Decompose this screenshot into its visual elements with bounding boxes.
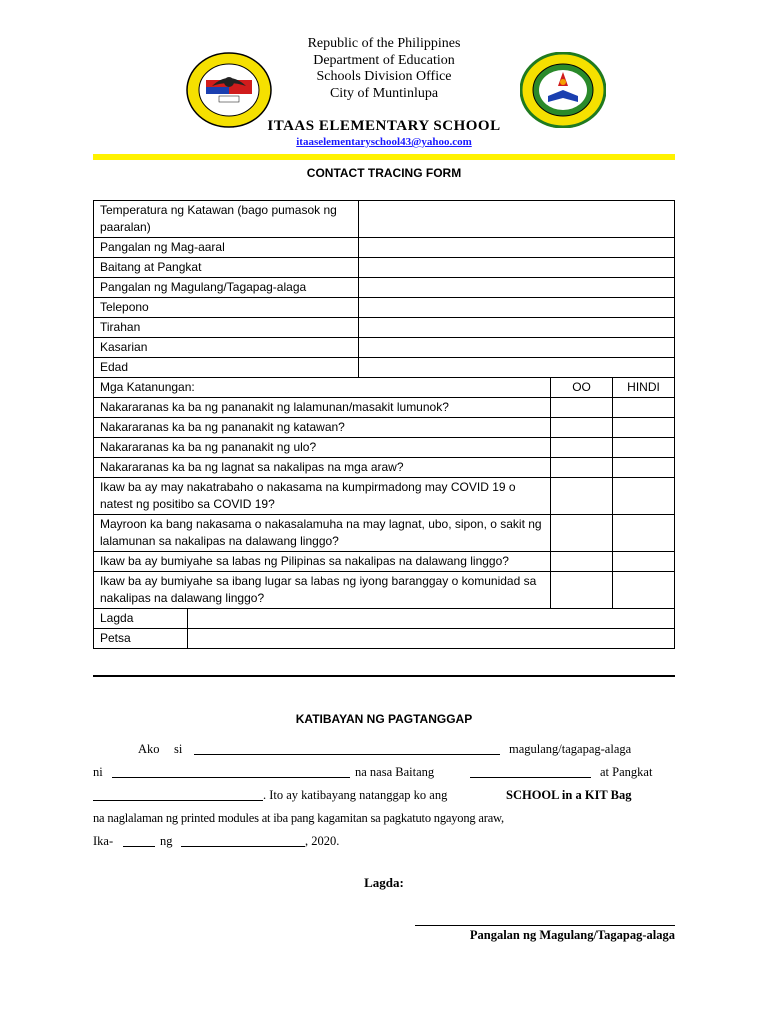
- ack-text: ng: [160, 834, 173, 848]
- yes-answer-cell[interactable]: [551, 418, 613, 438]
- ack-text: na nasa Baitang: [355, 765, 435, 779]
- info-label: Edad: [94, 358, 359, 378]
- no-answer-cell[interactable]: [613, 552, 675, 572]
- ack-text: Ako: [138, 742, 160, 756]
- question-text: Nakararanas ka ba ng pananakit ng ulo?: [94, 438, 551, 458]
- header-divider-bar: [93, 154, 675, 160]
- signature-label: Lagda: [94, 609, 188, 629]
- ack-text: at Pangkat: [600, 765, 653, 779]
- info-value-field[interactable]: [358, 338, 674, 358]
- no-answer-cell[interactable]: [613, 398, 675, 418]
- table-row: [94, 238, 675, 258]
- table-row: [94, 572, 675, 609]
- yes-answer-cell[interactable]: [551, 458, 613, 478]
- table-row: [94, 438, 675, 458]
- signature-caption: Lagda:: [364, 875, 404, 890]
- government-header: [0, 36, 768, 102]
- no-answer-cell[interactable]: [613, 458, 675, 478]
- question-text: Nakararanas ka ba ng pananakit ng lalamunan/masakit lumunok?: [94, 398, 551, 418]
- table-row: [94, 458, 675, 478]
- yes-answer-cell[interactable]: [551, 572, 613, 609]
- table-row: [94, 515, 675, 552]
- question-text: Ikaw ba ay bumiyahe sa ibang lugar sa labas ng iyong baranggay o komunidad sa nakalipas na dalawang linggo?: [94, 572, 551, 609]
- school-name: ITAAS ELEMENTARY SCHOOL: [267, 118, 501, 134]
- questions-header: Mga Katanungan:: [94, 378, 551, 398]
- ack-text: na naglalaman ng printed modules at iba pang kagamitan sa pagkatuto ngayong araw,: [93, 811, 504, 825]
- date-field[interactable]: [187, 629, 674, 649]
- form-title: CONTACT TRACING FORM: [306, 166, 462, 180]
- grade-blank[interactable]: [470, 765, 591, 782]
- ack-text: . Ito ay katibayang natanggap ko ang: [263, 788, 448, 802]
- header-line-division: Schools Division Office: [316, 69, 452, 84]
- header-line-department: Department of Education: [313, 52, 455, 68]
- date-label: Petsa: [94, 629, 188, 649]
- ack-line-3: [93, 788, 675, 808]
- info-label: Telepono: [94, 298, 359, 318]
- yes-answer-cell[interactable]: [551, 438, 613, 458]
- info-label: Tirahan: [94, 318, 359, 338]
- info-value-field[interactable]: [358, 258, 674, 278]
- ack-text: Ika-: [93, 834, 114, 848]
- table-row: [94, 378, 675, 398]
- signature-field[interactable]: [187, 609, 674, 629]
- info-value-field[interactable]: [358, 298, 674, 318]
- no-answer-cell[interactable]: [613, 418, 675, 438]
- yes-answer-cell[interactable]: [551, 515, 613, 552]
- question-text: Nakararanas ka ba ng pananakit ng katawan?: [94, 418, 551, 438]
- ack-line-1: [93, 742, 675, 762]
- info-label: Baitang at Pangkat: [94, 258, 359, 278]
- ack-text: magulang/tagapag-alaga: [509, 742, 632, 756]
- contact-tracing-table: [93, 200, 675, 649]
- ack-line-5: [93, 834, 675, 854]
- no-answer-cell[interactable]: [613, 438, 675, 458]
- table-row: [94, 398, 675, 418]
- table-row: [94, 258, 675, 278]
- table-row: [94, 552, 675, 572]
- ack-text: si: [174, 742, 183, 756]
- table-row: [94, 298, 675, 318]
- day-blank[interactable]: [123, 834, 155, 851]
- table-row: [94, 201, 675, 238]
- no-column-header: HINDI: [613, 378, 675, 398]
- header-line-republic: Republic of the Philippines: [307, 36, 461, 51]
- ack-line-4: [93, 811, 675, 831]
- info-label: Kasarian: [94, 338, 359, 358]
- question-text: Nakararanas ka ba ng lagnat sa nakalipas na mga araw?: [94, 458, 551, 478]
- yes-answer-cell[interactable]: [551, 398, 613, 418]
- table-row: [94, 478, 675, 515]
- month-blank[interactable]: [181, 834, 305, 851]
- ack-line-2: [93, 765, 675, 785]
- info-label: Temperatura ng Katawan (bago pumasok ng paaralan): [94, 201, 359, 238]
- info-value-field[interactable]: [358, 358, 674, 378]
- table-row: [94, 318, 675, 338]
- signature-line[interactable]: [415, 925, 675, 926]
- yes-answer-cell[interactable]: [551, 552, 613, 572]
- table-row: [94, 338, 675, 358]
- question-text: Mayroon ka bang nakasama o nakasalamuha na may lagnat, ubo, sipon, o sakit ng lalamunan sa nakalipas na dalawang linggo?: [94, 515, 551, 552]
- question-text: Ikaw ba ay may nakatrabaho o nakasama na kumpirmadong may COVID 19 o natest ng positibo sa COVID 19?: [94, 478, 551, 515]
- student-name-blank[interactable]: [112, 765, 350, 782]
- ack-text: ni: [93, 765, 103, 779]
- table-row: [94, 609, 675, 629]
- header-line-city: City of Muntinlupa: [329, 85, 439, 101]
- question-text: Ikaw ba ay bumiyahe sa labas ng Pilipinas sa nakalipas na dalawang linggo?: [94, 552, 551, 572]
- info-label: Pangalan ng Magulang/Tagapag-alaga: [94, 278, 359, 298]
- table-row: [94, 358, 675, 378]
- table-row: [94, 629, 675, 649]
- info-value-field[interactable]: [358, 238, 674, 258]
- acknowledgement-title: KATIBAYAN NG PAGTANGGAP: [295, 712, 473, 726]
- table-row: [94, 278, 675, 298]
- info-value-field[interactable]: [358, 278, 674, 298]
- no-answer-cell[interactable]: [613, 515, 675, 552]
- no-answer-cell[interactable]: [613, 572, 675, 609]
- parent-name-blank[interactable]: [194, 742, 500, 759]
- parent-name-caption: Pangalan ng Magulang/Tagapag-alaga: [469, 928, 675, 942]
- section-divider: [93, 675, 675, 677]
- no-answer-cell[interactable]: [613, 478, 675, 515]
- section-blank[interactable]: [93, 788, 263, 805]
- school-email-link[interactable]: itaaselementaryschool43@yahoo.com: [296, 136, 472, 148]
- kit-bag-text: SCHOOL in a KIT Bag: [506, 788, 632, 802]
- info-value-field[interactable]: [358, 201, 674, 238]
- ack-text: , 2020.: [305, 834, 340, 848]
- yes-answer-cell[interactable]: [551, 478, 613, 515]
- info-label: Pangalan ng Mag-aaral: [94, 238, 359, 258]
- info-value-field[interactable]: [358, 318, 674, 338]
- yes-column-header: OO: [551, 378, 613, 398]
- table-row: [94, 418, 675, 438]
